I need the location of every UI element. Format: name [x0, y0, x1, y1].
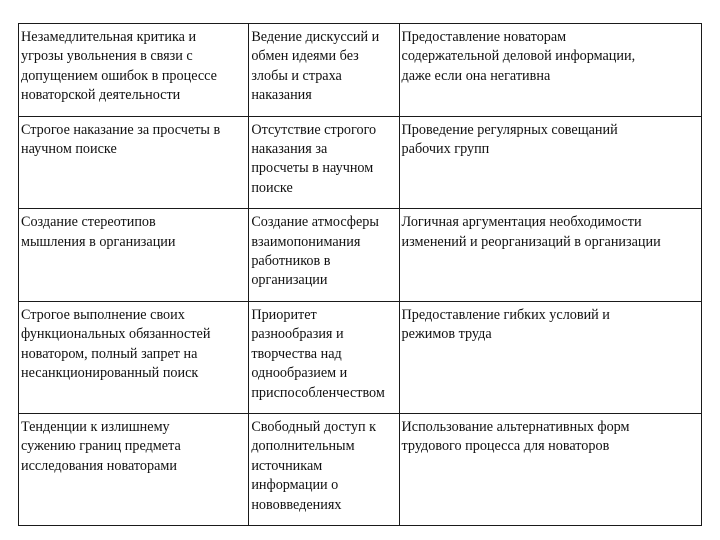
cell-text-line: наказания: [251, 87, 312, 104]
cell-text-line: рабочих групп: [401, 141, 490, 158]
table-cell: [19, 24, 249, 117]
cell-text-line: Строгое наказание за просчеты в: [21, 121, 221, 138]
table-row: [19, 413, 702, 525]
cell-text-line: взаимопонимания: [251, 233, 361, 250]
table-row: [19, 24, 702, 117]
cell-text-line: Логичная аргументация необходимости: [401, 214, 642, 231]
cell-text-line: Незамедлительная критика и: [21, 29, 197, 45]
table-row: [19, 209, 702, 302]
table-cell: [249, 116, 399, 209]
cell-text-line: Предоставление гибких условий и: [401, 306, 610, 323]
cell-text-line: дополнительным: [251, 438, 355, 455]
cell-text-line: научном поиске: [21, 141, 117, 158]
cell-text-line: допущением ошибок в процессе: [21, 67, 217, 84]
cell-text-line: Приоритет: [251, 306, 317, 323]
table-cell: [19, 413, 249, 525]
cell-text-line: трудового процесса для новаторов: [401, 438, 610, 455]
cell-text-line: организации: [251, 272, 328, 289]
cell-text-line: поиске: [251, 179, 293, 196]
cell-text-line: злобы и страха: [251, 67, 342, 84]
cell-text-line: режимов труда: [401, 326, 492, 343]
cell-text-line: просчеты в научном: [251, 160, 374, 177]
table-cell: [249, 209, 399, 302]
cell-text-line: угрозы увольнения в связи с: [21, 48, 193, 65]
cell-text-line: Проведение регулярных совещаний: [401, 121, 618, 138]
cell-text-line: Строгое выполнение своих: [21, 306, 185, 323]
cell-text-line: однообразием и: [251, 365, 348, 382]
cell-text-line: Ведение дискуссий и: [251, 29, 380, 45]
table-cell: [399, 209, 701, 302]
cell-text-line: обмен идеями без: [251, 48, 359, 65]
cell-text-line: несанкционированный поиск: [21, 365, 199, 382]
table-cell: [249, 301, 399, 413]
cell-text-line: нововведениях: [251, 496, 342, 513]
table-cell: [19, 301, 249, 413]
cell-text-line: Создание стереотипов: [21, 214, 156, 231]
cell-text-line: творчества над: [251, 345, 342, 362]
table-row: [19, 116, 702, 209]
table-cell: [399, 116, 701, 209]
table-cell: [399, 301, 701, 413]
cell-text-line: Отсутствие строгого: [251, 121, 377, 138]
cell-text-line: Предоставление новаторам: [401, 29, 567, 45]
cell-text-line: разнообразия и: [251, 326, 344, 343]
cell-text-line: мышления в организации: [21, 233, 176, 250]
cell-text-line: Тенденции к излишнему: [21, 418, 170, 435]
cell-text-line: новаторской деятельности: [21, 87, 181, 104]
cell-text-line: исследования новаторами: [21, 457, 177, 474]
cell-text-line: Свободный доступ к: [251, 418, 376, 435]
cell-text-line: Использование альтернативных форм: [401, 418, 630, 435]
table-cell: [249, 24, 399, 117]
cell-text-line: информации о: [251, 477, 339, 494]
table-cell: [399, 413, 701, 525]
cell-text-line: новатором, полный запрет на: [21, 345, 198, 362]
table-cell: [249, 413, 399, 525]
cell-text-line: даже если она негативна: [401, 67, 551, 84]
cell-text-line: наказания за: [251, 141, 328, 158]
comparison-table: [18, 23, 702, 526]
cell-text-line: содержательной деловой информации,: [401, 48, 636, 65]
cell-text-line: функциональных обязанностей: [21, 326, 211, 343]
cell-text-line: сужению границ предмета: [21, 438, 181, 455]
cell-text-line: приспособленчеством: [251, 384, 385, 401]
cell-text-line: работников в: [251, 253, 331, 270]
table-cell: [399, 24, 701, 117]
table-row: [19, 301, 702, 413]
cell-text-line: источникам: [251, 457, 323, 474]
table-cell: [19, 116, 249, 209]
table-cell: [19, 209, 249, 302]
cell-text-line: изменений и реорганизаций в организации: [401, 233, 661, 250]
cell-text-line: Создание атмосферы: [251, 214, 379, 231]
